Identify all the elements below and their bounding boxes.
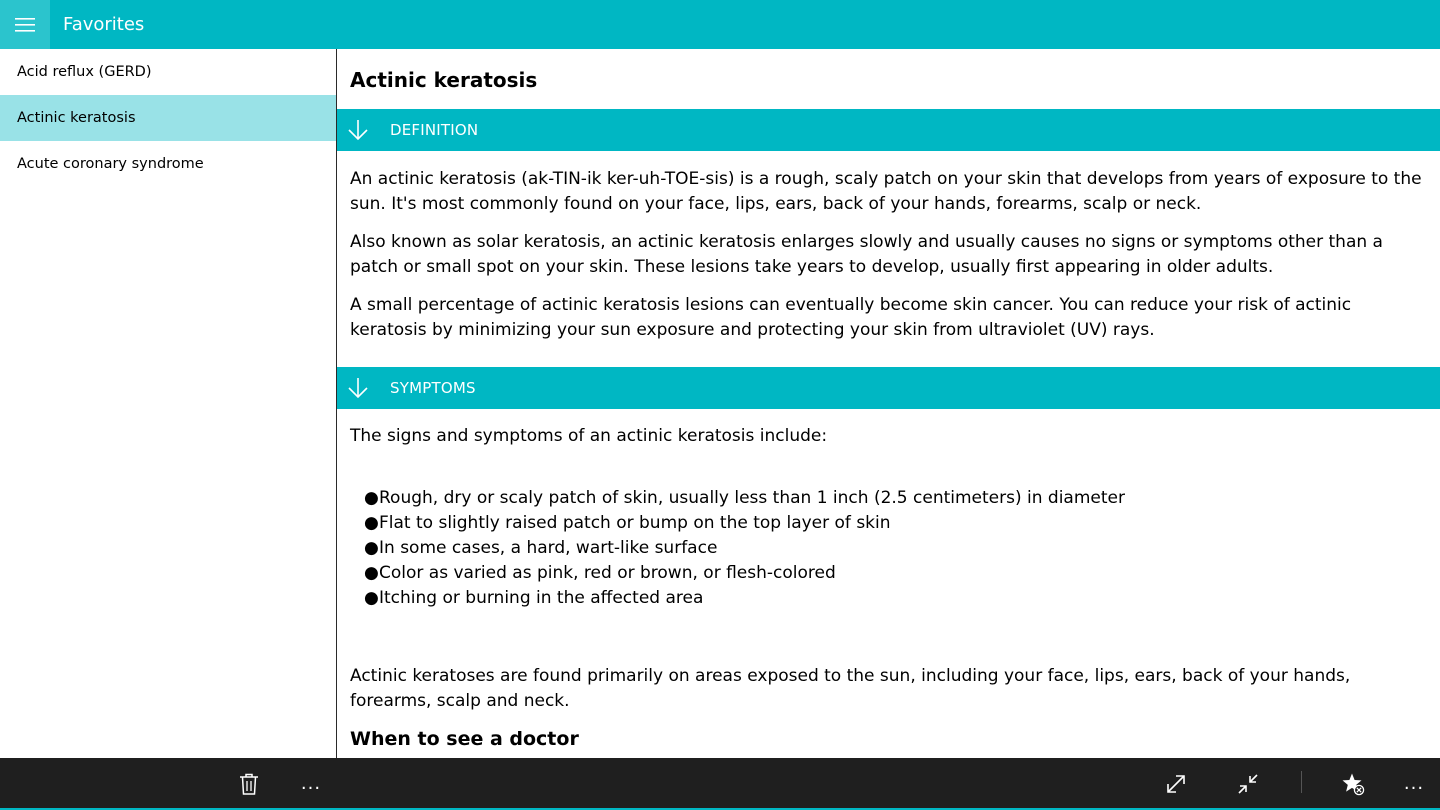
left-more-button[interactable] (289, 758, 333, 810)
bottom-app-bar (0, 758, 1440, 810)
remove-favorite-star-icon (1341, 772, 1365, 796)
bullet-icon: ● (364, 538, 379, 558)
delete-button[interactable] (227, 758, 271, 810)
sidebar-item-acid-reflux[interactable]: Acid reflux (GERD) (17, 64, 152, 80)
definition-paragraph-1: An actinic keratosis (ak-TIN-ik ker-uh-TOE-sis) is a rough, scaly patch on your skin that develops from years of exposure to the sun. It's most commonly found on your face, lips, ears, back of your hands, forearms, scalp or neck. (350, 169, 1422, 214)
app-header (0, 0, 1440, 49)
collapse-icon (1237, 773, 1259, 795)
section-header-label: SYMPTOMS (390, 379, 476, 397)
bullet-icon: ● (364, 488, 379, 508)
definition-paragraph-3: A small percentage of actinic keratosis lesions can eventually become skin cancer. You can reduce your risk of actinic keratosis by minimizing your sun exposure and protecting your skin from ultraviolet (UV) rays. (350, 295, 1352, 340)
section-header-label: DEFINITION (390, 121, 479, 139)
bar-divider (1301, 771, 1302, 793)
section-header-definition[interactable] (337, 109, 1440, 151)
hamburger-icon (15, 18, 35, 32)
list-item: ●Flat to slightly raised patch or bump on the top layer of skin (364, 511, 1125, 536)
symptoms-intro: The signs and symptoms of an actinic keratosis include: (350, 426, 828, 446)
favorites-list (0, 49, 337, 758)
sidebar-item-actinic-keratosis[interactable]: Actinic keratosis (0, 95, 336, 141)
right-more-button[interactable] (1392, 758, 1436, 810)
page-title: Favorites (63, 14, 145, 35)
arrow-down-icon (347, 119, 369, 141)
collapse-button[interactable] (1226, 758, 1270, 810)
hamburger-menu-button[interactable] (0, 0, 50, 49)
remove-favorite-button[interactable] (1331, 758, 1375, 810)
definition-paragraph-2: Also known as solar keratosis, an actinic keratosis enlarges slowly and usually causes no signs or symptoms other than a patch or small spot on your skin. These lesions take years to develop, usually first appearing in older adults. (350, 232, 1383, 277)
list-item: ●Itching or burning in the affected area (364, 586, 1125, 611)
bullet-icon: ● (364, 513, 379, 533)
list-item: ●Color as varied as pink, red or brown, or flesh-colored (364, 561, 1125, 586)
sidebar-item-acute-coronary-syndrome[interactable]: Acute coronary syndrome (17, 156, 204, 172)
expand-button[interactable] (1154, 758, 1198, 810)
symptoms-outro: Actinic keratoses are found primarily on areas exposed to the sun, including your face, lips, ears, back of your hands, forearms, scalp and neck. (350, 666, 1351, 711)
list-item: ●Rough, dry or scaly patch of skin, usually less than 1 inch (2.5 centimeters) in diameter (364, 486, 1125, 511)
symptoms-list (364, 486, 1125, 611)
article-content[interactable] (337, 49, 1440, 758)
bullet-icon: ● (364, 588, 379, 608)
more-icon: ... (1403, 773, 1425, 794)
subheading-when-to-see-doctor: When to see a doctor (350, 728, 579, 750)
section-header-symptoms[interactable] (337, 367, 1440, 409)
article-title: Actinic keratosis (350, 68, 538, 92)
bullet-icon: ● (364, 563, 379, 583)
more-icon: ... (300, 773, 322, 794)
arrow-down-icon (347, 377, 369, 399)
list-item: ●In some cases, a hard, wart-like surface (364, 536, 1125, 561)
trash-icon (239, 773, 259, 795)
expand-icon (1165, 773, 1187, 795)
